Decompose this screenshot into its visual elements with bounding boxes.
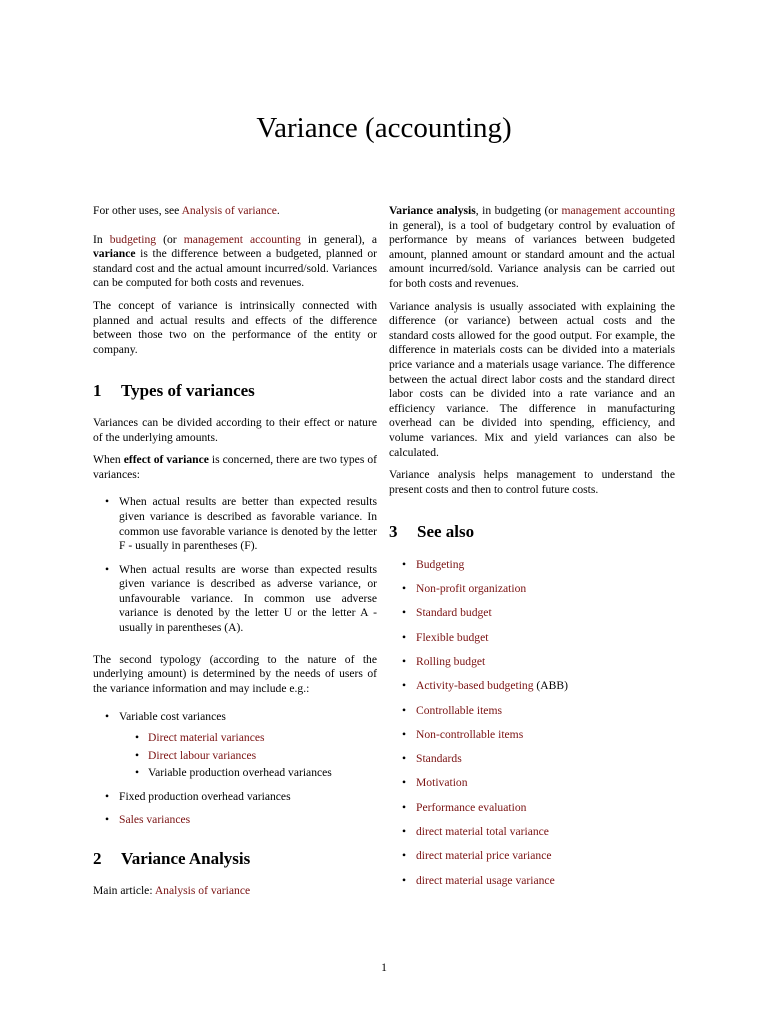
list-item (389, 704, 675, 719)
list-item (119, 731, 377, 746)
see-also-link[interactable]: Activity-based budgeting (416, 679, 534, 693)
abb-suffix: (ABB) (533, 679, 568, 693)
list-item (389, 874, 675, 889)
see-also-list (389, 558, 675, 888)
list-item: • Variable cost variances • Direct material variances • Direct labour variances • Variable production overhead variances (93, 710, 377, 780)
list-item (389, 631, 675, 646)
see-also-link[interactable]: Motivation (416, 776, 468, 790)
list-item: • Variable production overhead variances (119, 766, 377, 781)
concept-paragraph: The concept of variance is intrinsically connected with planned and actual results and effects of the difference between those two on the performance of the entity or company. (93, 298, 377, 356)
main-article-note: Main article: Analysis of variance (93, 883, 251, 897)
page-number: 1 (381, 961, 387, 974)
see-also-link[interactable]: Standards (416, 752, 462, 766)
see-also-link[interactable]: direct material total variance (416, 824, 549, 838)
see-also-link[interactable]: Non-profit organization (416, 582, 527, 596)
list-item (389, 801, 675, 816)
effect-list (93, 495, 377, 635)
section-1-heading: 1 Types of variances (93, 381, 255, 401)
see-also-link[interactable]: Budgeting (416, 557, 465, 571)
variable-cost-sublist (119, 731, 377, 781)
types-paragraph: Variances can be divided according to their effect or nature of the underlying amounts. (93, 415, 377, 444)
see-also-link[interactable]: Controllable items (416, 703, 502, 717)
analysis-of-variance-link[interactable]: Analysis of variance (154, 883, 251, 897)
explaining-paragraph: Variance analysis is usually associated with explaining the difference (or variance) between actual costs and the standard costs allowed for the good output. For example, the difference in materials costs can be divided into a materials price variance and a materials usage variance. The difference between the actual direct labor costs and the standard direct labor costs can be divided into a rate variance and an efficiency variance. The difference in manufacturing overhead can be divided into spending, efficiency, and volume variances. Mix and yield variances can also be calculated. (389, 299, 675, 459)
right-column (389, 204, 675, 898)
effect-paragraph: When effect of variance is concerned, there are two types of variances: (93, 453, 377, 481)
list-item (93, 813, 377, 828)
section-2-heading: 2 Variance Analysis (93, 849, 251, 868)
direct-material-variances-link[interactable]: Direct material variances (148, 731, 265, 745)
list-item (389, 679, 675, 694)
hatnote: For other uses, see Analysis of variance. (93, 204, 280, 217)
see-also-link[interactable]: Non-controllable items (416, 727, 524, 741)
list-item (389, 655, 675, 670)
variance-analysis-paragraph: Variance analysis, in budgeting (or management accounting in general), is a tool of budgetary control by evaluation of performance by means of variances between budgeted amount, planned amount or standard amount and the actual amount incurred/sold. Variance analysis can be carried out for both costs and revenues. (389, 204, 675, 290)
list-item (389, 728, 675, 743)
hatnote-link[interactable]: Analysis of variance (181, 204, 277, 217)
see-also-link[interactable]: Performance evaluation (416, 800, 527, 814)
list-item (389, 825, 675, 840)
left-column (93, 204, 377, 906)
budgeting-link[interactable]: budgeting (109, 232, 157, 246)
see-also-link[interactable]: Flexible budget (416, 630, 489, 644)
list-item (389, 582, 675, 597)
list-item (389, 849, 675, 864)
list-item: • Fixed production overhead variances (93, 790, 377, 805)
list-item (389, 606, 675, 621)
management-accounting-link[interactable]: management accounting (561, 204, 675, 217)
list-item (389, 776, 675, 791)
list-item: • When actual results are better than expected results given variance is described as favorable variance. In common use favorable variance is denoted by the letter F - usually in parentheses (F). (93, 495, 377, 553)
list-item (389, 558, 675, 573)
see-also-link[interactable]: direct material price variance (416, 849, 552, 863)
helps-paragraph: Variance analysis helps management to understand the present costs and then to control future costs. (389, 468, 675, 496)
sales-variances-link[interactable]: Sales variances (119, 813, 191, 827)
nature-list (93, 710, 377, 828)
see-also-link[interactable]: Standard budget (416, 606, 492, 620)
see-also-link[interactable]: direct material usage variance (416, 873, 555, 887)
section-3-heading: 3 See also (389, 522, 475, 542)
see-also-link[interactable]: Rolling budget (416, 655, 486, 668)
typology-paragraph: The second typology (according to the nature of the underlying amount) is determined by the needs of users of the variance information and may include e.g.: (93, 652, 377, 695)
direct-labour-variances-link[interactable]: Direct labour variances (148, 748, 257, 762)
management-accounting-link[interactable]: management accounting (183, 232, 301, 246)
list-item: • When actual results are worse than expected results given variance is described as adverse variance, or unfavourable variance. In common use adverse variance is denoted by the letter U or the letter A - usually in parentheses (A). (93, 563, 377, 636)
list-item (389, 752, 675, 767)
intro-paragraph: In budgeting (or management accounting in general), a variance is the difference between a budgeted, planned or standard cost and the actual amount incurred/sold. Variances can be computed for both costs and revenues. (93, 232, 377, 290)
page-title: Variance (accounting) (256, 112, 512, 144)
list-item (119, 749, 377, 764)
